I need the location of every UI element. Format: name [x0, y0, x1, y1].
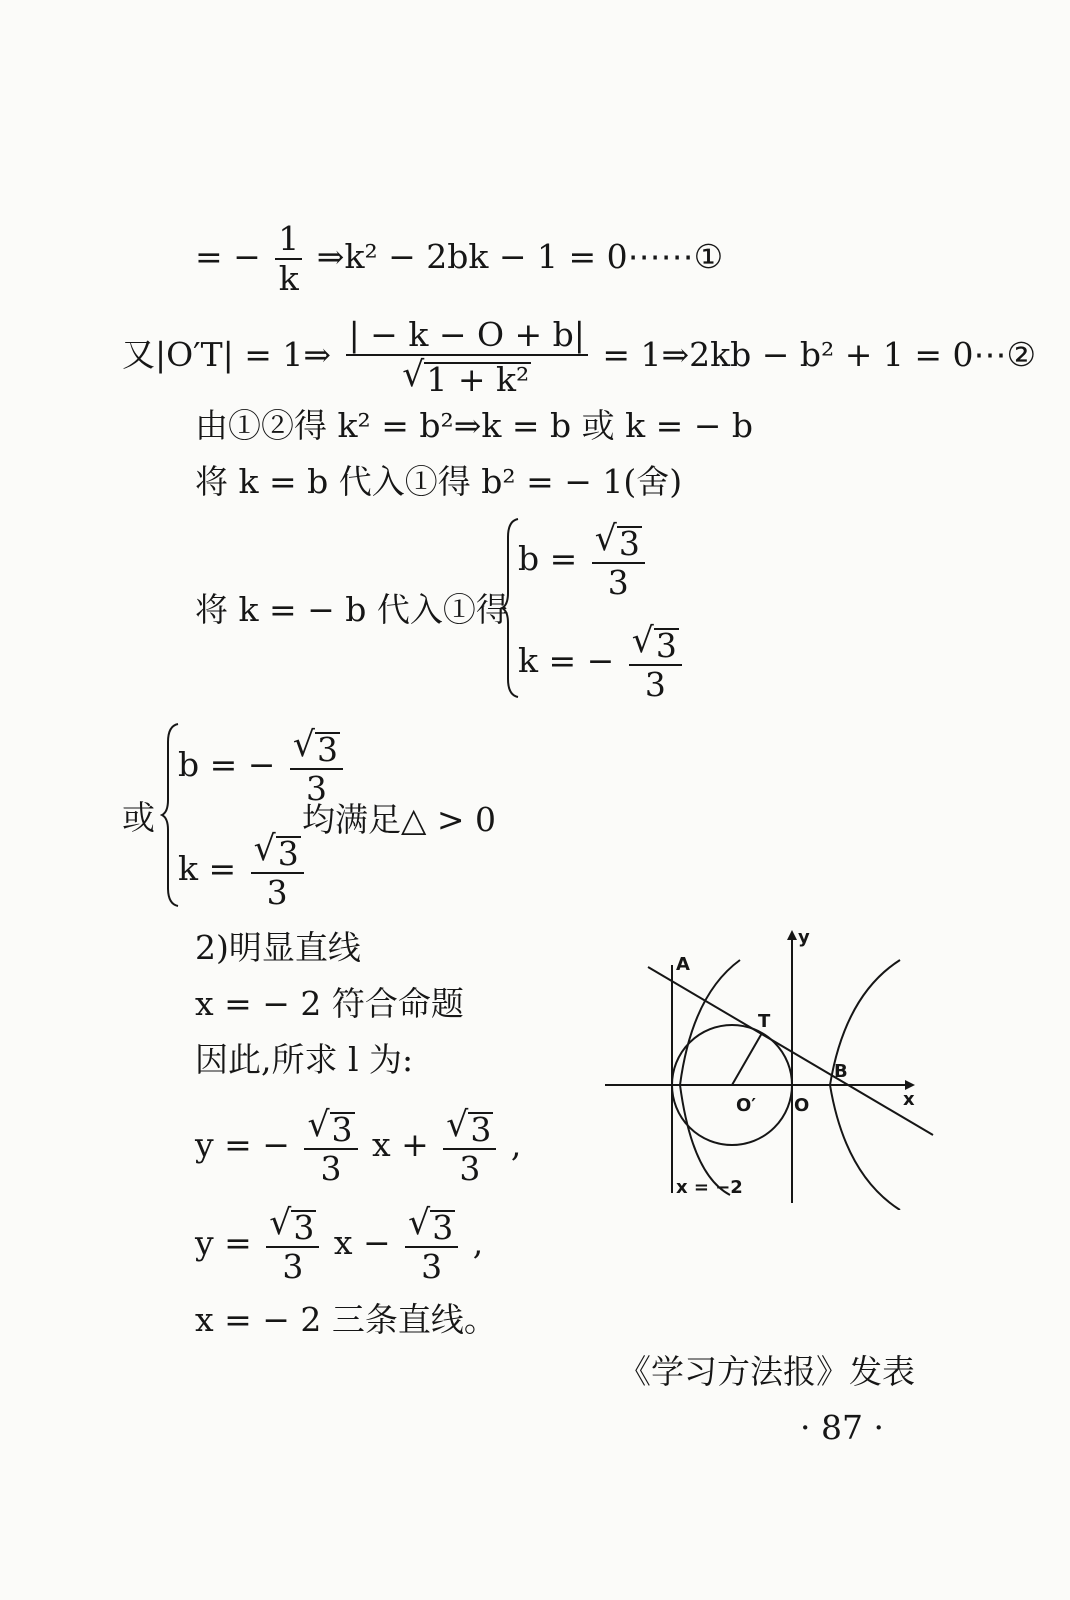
sqrt-symbol: √ 3	[594, 519, 640, 563]
label-B: B	[834, 1061, 848, 1082]
equation-line-1	[195, 219, 724, 298]
system1-eq2-left: k = −	[518, 641, 615, 680]
sqrt-symbol: √ 3	[253, 829, 299, 873]
eq1-rest: ⇒k² − 2bk − 1 = 0⋯⋯①	[316, 237, 724, 276]
system1-eq1-frac	[592, 519, 645, 602]
sqrt-symbol: √ 3	[269, 1203, 315, 1247]
eq2-prefix: 又|O′T| = 1⇒	[122, 335, 332, 374]
eq2-rest: = 1⇒2kb − b² + 1 = 0⋯②	[602, 335, 1037, 374]
eq-b-left: y =	[195, 1223, 252, 1262]
part2-line-a: x = − 2 符合命题	[195, 984, 464, 1023]
system1-eq1	[518, 519, 649, 602]
system2-eq1	[178, 725, 347, 808]
sqrt-symbol: √ 3	[631, 621, 677, 665]
system1-eq1-left: b =	[518, 539, 578, 578]
eq1-frac-num: 1	[275, 222, 302, 260]
part2-line-c: x = − 2 三条直线。	[195, 1300, 497, 1339]
part2-line-b: 因此,所求 l 为:	[195, 1040, 414, 1079]
y-axis-arrow	[787, 930, 797, 940]
label-A: A	[676, 954, 690, 975]
eq-a-d1: 3	[320, 1149, 342, 1188]
sqrt-symbol: √ 3	[307, 1105, 353, 1149]
sqrt-symbol: √ 3	[446, 1105, 492, 1149]
text-line-3: 由①②得 k² = b²⇒k = b 或 k = − b	[195, 406, 753, 445]
eq2-frac-num: | − k − O + b|	[346, 318, 588, 356]
eq-a-n2: 3	[470, 1110, 492, 1149]
eq-a-d2: 3	[459, 1149, 481, 1188]
system2-eq1-den: 3	[305, 769, 327, 808]
system1-lead: 将 k = − b 代入①得	[195, 590, 509, 629]
eq2-frac-den	[402, 355, 531, 399]
equation-line-2	[122, 315, 1037, 399]
system1-eq2-den: 3	[644, 665, 666, 704]
system1-eq2	[518, 621, 686, 704]
page-number: · 87 ·	[800, 1408, 884, 1447]
label-y: y	[798, 927, 810, 948]
system2-eq1-left: b = −	[178, 745, 276, 784]
part2-eq-b	[195, 1198, 483, 1288]
system2-eq2-den: 3	[266, 873, 288, 912]
part2-heading: 2)明显直线	[195, 928, 361, 967]
eq-b-d2: 3	[421, 1247, 443, 1286]
label-x-neg2: x = −2	[676, 1177, 743, 1198]
eq-b-end: ,	[472, 1223, 484, 1262]
sqrt-symbol: √ 3	[292, 725, 338, 769]
label-x: x	[903, 1089, 915, 1110]
system2-eq1-num: 3	[316, 730, 338, 769]
label-O-prime: O′	[736, 1095, 757, 1116]
eq-a-end: ,	[510, 1125, 522, 1164]
eq2-sqrt-content: 1 + k²	[426, 360, 530, 399]
system2-trail: 均满足△ > 0	[302, 800, 497, 839]
system2-eq2-num: 3	[277, 834, 299, 873]
eq-a-n1: 3	[331, 1110, 353, 1149]
eq-a-frac1	[304, 1105, 357, 1188]
eq-b-n1: 3	[293, 1208, 315, 1247]
eq-a-frac2	[443, 1105, 496, 1188]
eq-b-frac2	[405, 1203, 458, 1286]
text-line-4: 将 k = b 代入①得 b² = − 1(舍)	[195, 462, 683, 501]
system2-eq2	[178, 829, 308, 912]
label-O: O	[794, 1095, 810, 1116]
geometry-figure	[600, 925, 940, 1210]
eq-a-left: y = −	[195, 1125, 290, 1164]
system1-eq2-num: 3	[655, 626, 677, 665]
eq-a-mid: x +	[372, 1125, 429, 1164]
label-T: T	[758, 1011, 771, 1032]
system2-eq2-frac	[251, 829, 304, 912]
system2-eq1-frac	[290, 725, 343, 808]
eq-b-mid: x −	[333, 1223, 391, 1262]
system1-eq1-den: 3	[607, 563, 629, 602]
eq1-frac-den: k	[278, 259, 299, 298]
sqrt-symbol: √ 1 + k²	[402, 355, 530, 399]
eq-b-n2: 3	[432, 1208, 454, 1247]
eq1-fraction	[275, 219, 302, 298]
source-citation: 《学习方法报》发表	[618, 1352, 915, 1391]
sqrt-symbol: √ 3	[408, 1203, 454, 1247]
tangent-line	[648, 967, 933, 1135]
system1-eq1-num: 3	[618, 524, 640, 563]
system2-eq2-left: k =	[178, 849, 237, 888]
radius-O-prime-T	[732, 1033, 762, 1085]
eq-b-d1: 3	[282, 1247, 304, 1286]
eq-b-frac1	[266, 1203, 319, 1286]
system1-eq2-frac	[629, 621, 682, 704]
hyperbola-left-branch	[680, 960, 740, 1195]
part2-eq-a	[195, 1100, 521, 1190]
system2-lead: 或	[122, 798, 155, 837]
eq2-fraction	[346, 315, 588, 399]
eq1-prefix: = −	[195, 237, 261, 276]
